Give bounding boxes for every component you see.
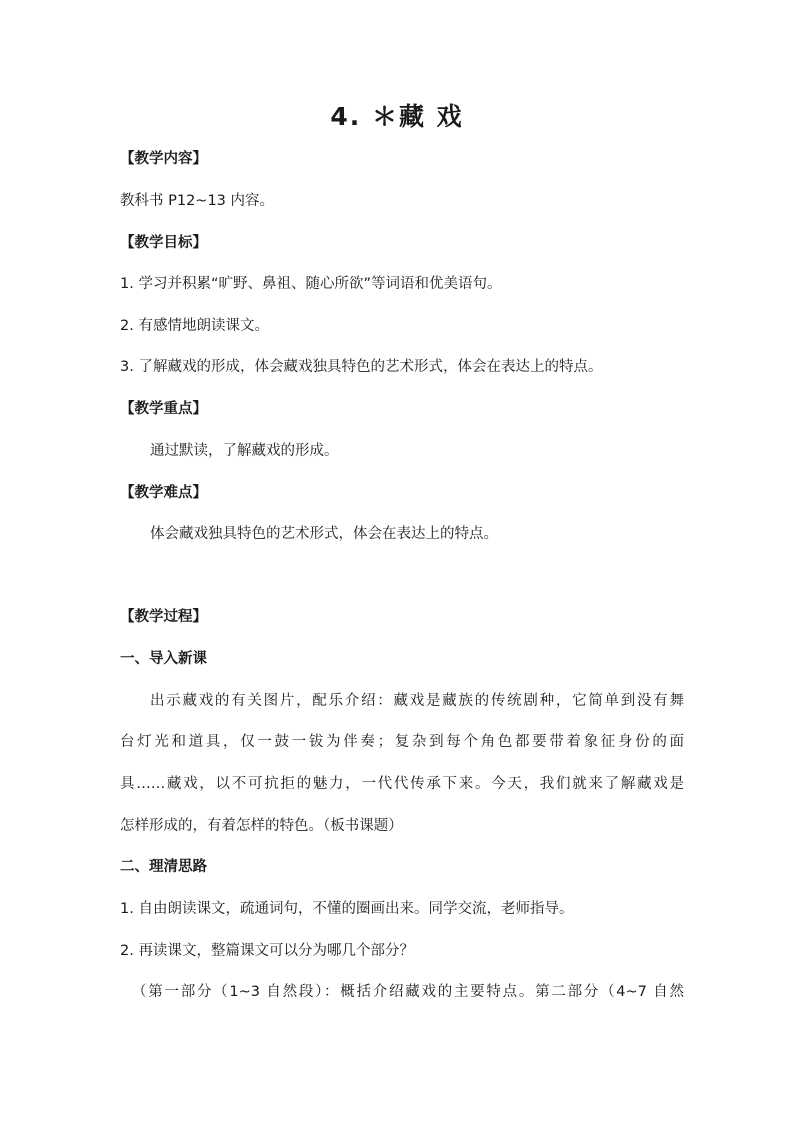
- goal-item-1: 1. 学习并积累“旷野、鼻祖、随心所欲”等词语和优美语句。: [120, 276, 502, 292]
- key-points-text: 通过默读，了解藏戏的形成。: [150, 443, 339, 459]
- step1-paragraph-line-3: 具……藏戏，以不可抗拒的魅力，一代代传承下来。今天，我们就来了解藏戏是: [120, 776, 684, 792]
- step2-item-2: 2. 再读课文，整篇课文可以分为哪几个部分？: [120, 943, 414, 959]
- teaching-content-heading: 【教学内容】: [120, 151, 207, 167]
- step1-paragraph-line-2: 台灯光和道具，仅一鼓一钹为伴奏；复杂到每个角色都要带着象征身份的面: [120, 734, 684, 750]
- step1-heading: 一、导入新课: [120, 651, 207, 667]
- document-title: 4. ＊藏 戏: [330, 102, 464, 131]
- teaching-content-text: 教科书 P12~13 内容。: [120, 193, 275, 209]
- difficulties-heading: 【教学难点】: [120, 485, 207, 501]
- step1-paragraph-line-4: 怎样形成的，有着怎样的特色。（板书课题）: [120, 818, 403, 834]
- step2-heading: 二、理清思路: [120, 859, 207, 875]
- step1-paragraph-line-1: 出示藏戏的有关图片，配乐介绍：藏戏是藏族的传统剧种，它简单到没有舞: [150, 693, 684, 709]
- process-heading: 【教学过程】: [120, 609, 207, 625]
- key-points-heading: 【教学重点】: [120, 401, 207, 417]
- step2-item-1: 1. 自由朗读课文，疏通词句，不懂的圈画出来。同学交流，老师指导。: [120, 901, 574, 917]
- goal-item-2: 2. 有感情地朗读课文。: [120, 318, 269, 334]
- goal-item-3: 3. 了解藏戏的形成，体会藏戏独具特色的艺术形式，体会在表达上的特点。: [120, 359, 603, 375]
- teaching-goals-heading: 【教学目标】: [120, 235, 207, 251]
- step2-answer-line: （第一部分（1~3 自然段）：概括介绍藏戏的主要特点。第二部分（4~7 自然: [132, 984, 684, 1000]
- difficulties-text: 体会藏戏独具特色的艺术形式，体会在表达上的特点。: [150, 526, 498, 542]
